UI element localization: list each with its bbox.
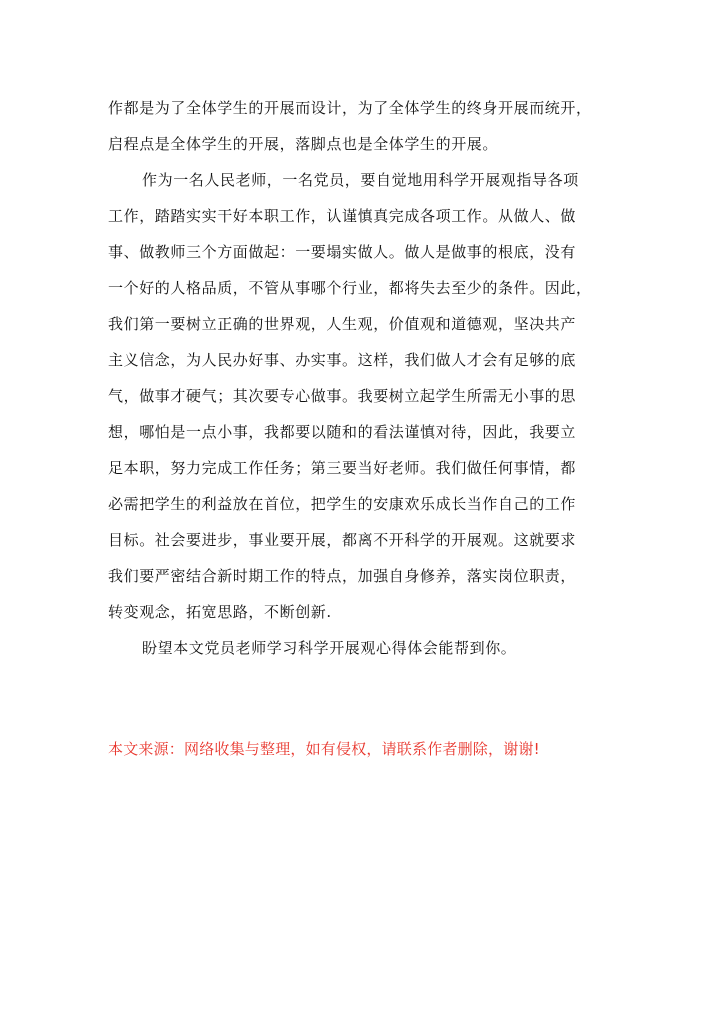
text-line: 我们第一要树立正确的世界观，人生观，价值观和道德观，坚决共产 bbox=[108, 315, 577, 333]
text-line: 启程点是全体学生的开展，落脚点也是全体学生的开展。 bbox=[108, 135, 499, 153]
text-line: 工作，踏踏实实干好本职工作，认谨慎真完成各项工作。从做人、做 bbox=[108, 207, 577, 225]
closing-paragraph-line: 盼望本文党员老师学习科学开展观心得体会能帮到你。 bbox=[142, 639, 517, 657]
document-body bbox=[108, 90, 628, 666]
text-line: 足本职，努力完成工作任务；第三要当好老师。我们做任何事情，都 bbox=[108, 459, 577, 477]
text-line: 作都是为了全体学生的开展而设计，为了全体学生的终身开展而统开， bbox=[108, 99, 592, 117]
text-line: 事、做教师三个方面做起：一要塌实做人。做人是做事的根底，没有 bbox=[108, 243, 577, 261]
source-note: 本文来源：网络收集与整理，如有侵权，请联系作者删除，谢谢! bbox=[108, 740, 540, 758]
text-line: 转变观念，拓宽思路，不断创新. bbox=[108, 603, 332, 621]
text-line: 想，哪怕是一点小事，我都要以随和的看法谨慎对待，因此，我要立 bbox=[108, 423, 577, 441]
text-line: 一个好的人格品质，不管从事哪个行业，都将失去至少的条件。因此， bbox=[108, 279, 592, 297]
text-line: 目标。社会要进步，事业要开展，都离不开科学的开展观。这就要求 bbox=[108, 531, 577, 549]
paragraph-start-line: 作为一名人民老师，一名党员，要自觉地用科学开展观指导各项 bbox=[142, 171, 579, 189]
text-line: 主义信念，为人民办好事、办实事。这样，我们做人才会有足够的底 bbox=[108, 351, 577, 369]
text-line: 我们要严密结合新时期工作的特点，加强自身修养，落实岗位职责， bbox=[108, 567, 577, 585]
text-line: 气，做事才硬气；其次要专心做事。我要树立起学生所需无小事的思 bbox=[108, 387, 577, 405]
text-line: 必需把学生的利益放在首位，把学生的安康欢乐成长当作自己的工作 bbox=[108, 495, 577, 513]
